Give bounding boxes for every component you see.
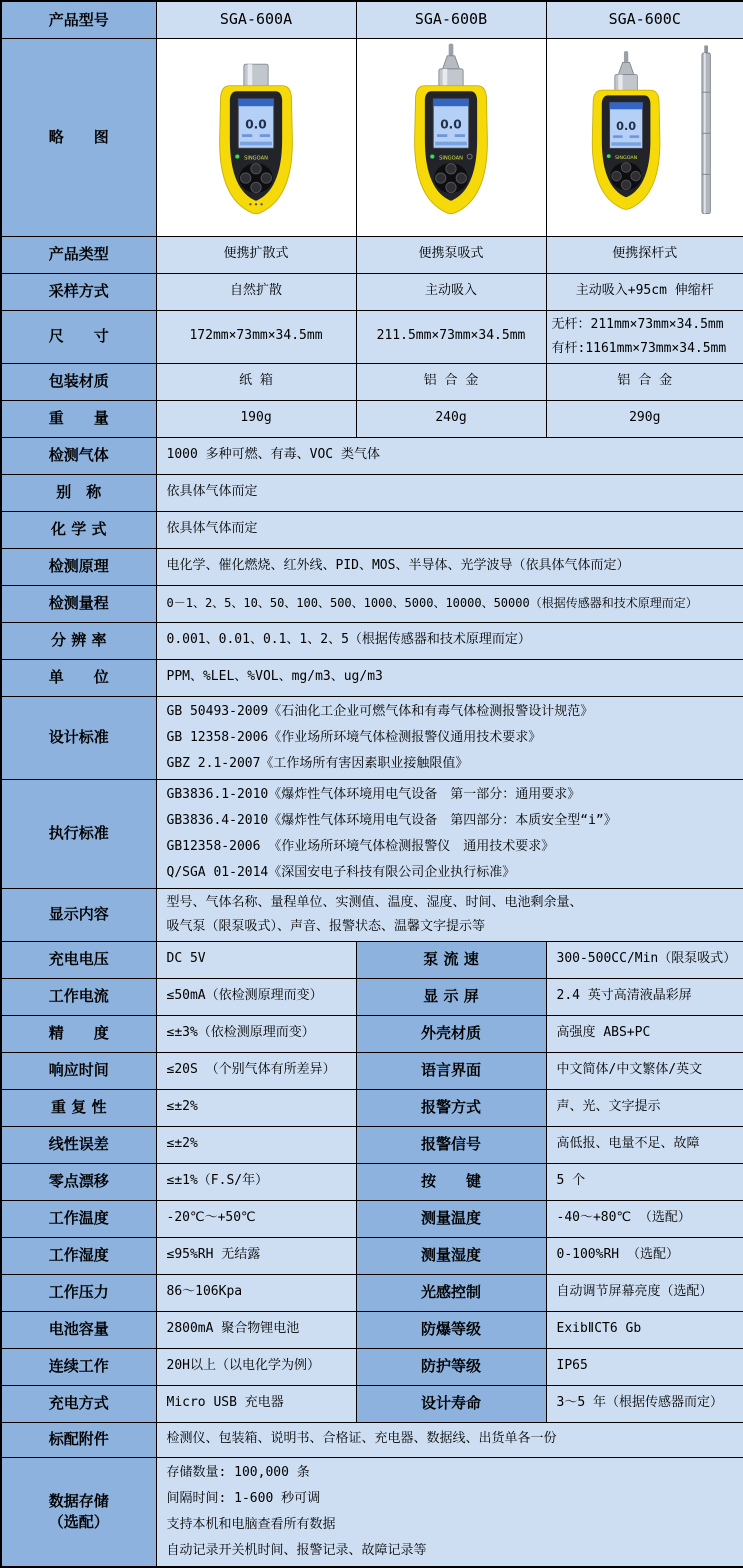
spec-value: 便携泵吸式 — [356, 236, 546, 273]
spec-label: 设计寿命 — [356, 1385, 546, 1422]
spec-value: 2800mA 聚合物锂电池 — [156, 1311, 356, 1348]
standard-line: GB12358-2006 《作业场所环境气体检测报警仪 通用技术要求》 — [166, 838, 555, 854]
spec-value: 依具体气体而定 — [156, 474, 743, 511]
spec-value: ≤50mA（依检测原理而变） — [156, 978, 356, 1015]
spec-value: Micro USB 充电器 — [156, 1385, 356, 1422]
row-chemical-formula — [1, 511, 743, 548]
dimension-with-rod: 有杆:1161mm×73mm×34.5mm — [551, 340, 727, 356]
row-battery-capacity-explosion-proof — [1, 1311, 743, 1348]
spec-value: 86～106Kpa — [156, 1274, 356, 1311]
spec-value: 纸 箱 — [156, 363, 356, 400]
spec-label: 化 学 式 — [1, 511, 156, 548]
spec-value — [156, 888, 743, 941]
spec-value: 5 个 — [546, 1163, 743, 1200]
spec-value: 190g — [156, 400, 356, 437]
storage-spec-line: 间隔时间: 1-600 秒可调 — [166, 1490, 321, 1506]
spec-value: ≤±2% — [156, 1089, 356, 1126]
spec-value: ≤±3%（依检测原理而变） — [156, 1015, 356, 1052]
product-image-cell-c — [546, 38, 743, 236]
spec-value: 电化学、催化燃烧、红外线、PID、MOS、半导体、光学波导（依具体气体而定） — [156, 548, 743, 585]
spec-label: 单 位 — [1, 659, 156, 696]
row-working-current-display — [1, 978, 743, 1015]
spec-value: 高强度 ABS+PC — [546, 1015, 743, 1052]
spec-value — [156, 696, 743, 779]
row-detection-principle — [1, 548, 743, 585]
row-working-humidity-measuring-humidity — [1, 1237, 743, 1274]
spec-value: 0-100%RH （选配） — [546, 1237, 743, 1274]
spec-label: 充电方式 — [1, 1385, 156, 1422]
standard-line: GB3836.4-2010《爆炸性气体环境用电气设备 第四部分：本质安全型“i”》 — [166, 812, 617, 828]
row-working-temp-measuring-temp — [1, 1200, 743, 1237]
row-design-standard — [1, 696, 743, 779]
row-sampling-method — [1, 273, 743, 310]
spec-value — [156, 1457, 743, 1567]
row-linearity-alarm-signal — [1, 1126, 743, 1163]
spec-value: ≤95%RH 无结露 — [156, 1237, 356, 1274]
row-charging-method-design-life — [1, 1385, 743, 1422]
spec-label: 零点漂移 — [1, 1163, 156, 1200]
spec-label: 测量温度 — [356, 1200, 546, 1237]
spec-value: ExibⅡCT6 Gb — [546, 1311, 743, 1348]
spec-label: 执行标准 — [1, 779, 156, 888]
row-accuracy-housing — [1, 1015, 743, 1052]
standard-line: Q/SGA 01-2014《深国安电子科技有限公司企业执行标准》 — [166, 864, 516, 880]
spec-value: ≤20S （个别气体有所差异） — [156, 1052, 356, 1089]
spec-label: 工作湿度 — [1, 1237, 156, 1274]
spec-value: 3～5 年（根据传感器而定） — [546, 1385, 743, 1422]
spec-label: 工作压力 — [1, 1274, 156, 1311]
storage-spec-line: 支持本机和电脑查看所有数据 — [166, 1516, 336, 1532]
spec-label: 检测量程 — [1, 585, 156, 622]
spec-value: 0－1、2、5、10、50、100、500、1000、5000、10000、50000（根据传感器和技术原理而定） — [156, 585, 743, 622]
spec-label: 光感控制 — [356, 1274, 546, 1311]
spec-value — [156, 779, 743, 888]
sketch-label: 略 图 — [1, 38, 156, 236]
storage-spec-line: 存储数量: 100,000 条 — [166, 1464, 310, 1480]
display-content-line: 型号、气体名称、量程单位、实测值、温度、湿度、时间、电池剩余量、 — [166, 894, 583, 910]
spec-label: 按 键 — [356, 1163, 546, 1200]
spec-value: 2.4 英寸高清液晶彩屏 — [546, 978, 743, 1015]
storage-spec-line: 自动记录开关机时间、报警记录、故障记录等 — [166, 1542, 427, 1558]
row-sketch — [1, 38, 743, 236]
spec-label: 响应时间 — [1, 1052, 156, 1089]
row-dimensions — [1, 310, 743, 363]
spec-label: 报警方式 — [356, 1089, 546, 1126]
device-image-sga-600b — [381, 43, 521, 231]
row-model-header — [1, 1, 743, 38]
standard-line: GB 12358-2006《作业场所环境气体检测报警仪通用技术要求》 — [166, 729, 542, 745]
spec-value: 高低报、电量不足、故障 — [546, 1126, 743, 1163]
spec-value: 主动吸入 — [356, 273, 546, 310]
spec-label: 标配附件 — [1, 1422, 156, 1457]
device-screen-reading: 0.0 — [440, 117, 462, 132]
spec-value: 铝 合 金 — [546, 363, 743, 400]
spec-label: 防护等级 — [356, 1348, 546, 1385]
row-detected-gas — [1, 437, 743, 474]
spec-value: 1000 多种可燃、有毒、VOC 类气体 — [156, 437, 743, 474]
spec-label: 重 复 性 — [1, 1089, 156, 1126]
spec-value: 声、光、文字提示 — [546, 1089, 743, 1126]
spec-value: 主动吸入+95cm 伸缩杆 — [546, 273, 743, 310]
row-detection-range — [1, 585, 743, 622]
product-image-cell-b — [356, 38, 546, 236]
spec-label: 工作电流 — [1, 978, 156, 1015]
spec-label: 充电电压 — [1, 941, 156, 978]
row-zero-drift-buttons — [1, 1163, 743, 1200]
spec-label: 检测气体 — [1, 437, 156, 474]
spec-value — [546, 310, 743, 363]
row-unit — [1, 659, 743, 696]
row-response-time-language — [1, 1052, 743, 1089]
spec-value: 自然扩散 — [156, 273, 356, 310]
spec-label — [1, 1457, 156, 1567]
row-working-pressure-light-control — [1, 1274, 743, 1311]
spec-value: 依具体气体而定 — [156, 511, 743, 548]
spec-value: 铝 合 金 — [356, 363, 546, 400]
spec-value: 300-500CC/Min（限泵吸式） — [546, 941, 743, 978]
product-image-cell-a — [156, 38, 356, 236]
row-resolution — [1, 622, 743, 659]
spec-value: 便携扩散式 — [156, 236, 356, 273]
spec-label: 电池容量 — [1, 1311, 156, 1348]
model-name-sga-600c: SGA-600C — [546, 1, 743, 38]
row-charging-voltage-pump-flow — [1, 941, 743, 978]
standard-line: GB 50493-2009《石油化工企业可燃气体和有毒气体检测报警设计规范》 — [166, 703, 594, 719]
spec-value: ≤±2% — [156, 1126, 356, 1163]
spec-label: 防爆等级 — [356, 1311, 546, 1348]
spec-value: 172mm×73mm×34.5mm — [156, 310, 356, 363]
spec-value: 240g — [356, 400, 546, 437]
device-screen-reading: 0.0 — [615, 120, 636, 134]
spec-label: 显示内容 — [1, 888, 156, 941]
spec-label: 显 示 屏 — [356, 978, 546, 1015]
spec-label: 报警信号 — [356, 1126, 546, 1163]
spec-value: -40～+80℃ （选配） — [546, 1200, 743, 1237]
spec-value: 中文简体/中文繁体/英文 — [546, 1052, 743, 1089]
spec-label: 尺 寸 — [1, 310, 156, 363]
spec-label: 包装材质 — [1, 363, 156, 400]
spec-label: 产品类型 — [1, 236, 156, 273]
spec-value: 20H以上（以电化学为例） — [156, 1348, 356, 1385]
device-image-sga-600c — [561, 43, 729, 231]
spec-value: -20℃～+50℃ — [156, 1200, 356, 1237]
device-brand: SINGOAN — [244, 155, 268, 162]
device-screen-reading: 0.0 — [245, 117, 267, 132]
standard-line: GBZ 2.1-2007《工作场所有害因素职业接触限值》 — [166, 755, 469, 771]
row-repeatability-alarm-type — [1, 1089, 743, 1126]
spec-label: 测量湿度 — [356, 1237, 546, 1274]
data-storage-label-line: 数据存储 — [48, 1492, 109, 1511]
device-brand: SINGOAN — [614, 155, 637, 161]
device-image-sga-600a — [186, 43, 326, 231]
spec-label: 采样方式 — [1, 273, 156, 310]
spec-value: ≤±1%（F.S/年） — [156, 1163, 356, 1200]
spec-label: 分 辨 率 — [1, 622, 156, 659]
standard-line: GB3836.1-2010《爆炸性气体环境用电气设备 第一部分：通用要求》 — [166, 786, 581, 802]
telescopic-probe-rod — [702, 46, 710, 214]
spec-value: 211.5mm×73mm×34.5mm — [356, 310, 546, 363]
row-alias — [1, 474, 743, 511]
spec-label: 别 称 — [1, 474, 156, 511]
data-storage-label-line: （选配） — [48, 1512, 109, 1531]
spec-label: 重 量 — [1, 400, 156, 437]
row-execution-standard — [1, 779, 743, 888]
model-name-sga-600b: SGA-600B — [356, 1, 546, 38]
spec-label: 泵 流 速 — [356, 941, 546, 978]
spec-label: 外壳材质 — [356, 1015, 546, 1052]
row-continuous-work-protection — [1, 1348, 743, 1385]
spec-value: 0.001、0.01、0.1、1、2、5（根据传感器和技术原理而定） — [156, 622, 743, 659]
row-packaging-material — [1, 363, 743, 400]
model-name-sga-600a: SGA-600A — [156, 1, 356, 38]
spec-label: 工作温度 — [1, 1200, 156, 1237]
spec-value: IP65 — [546, 1348, 743, 1385]
spec-label: 连续工作 — [1, 1348, 156, 1385]
spec-value: DC 5V — [156, 941, 356, 978]
row-display-content — [1, 888, 743, 941]
spec-label: 检测原理 — [1, 548, 156, 585]
row-product-type — [1, 236, 743, 273]
dimension-without-rod: 无杆：211mm×73mm×34.5mm — [551, 316, 724, 332]
spec-value: 自动调节屏幕亮度（选配） — [546, 1274, 743, 1311]
spec-label: 线性误差 — [1, 1126, 156, 1163]
spec-label: 精 度 — [1, 1015, 156, 1052]
spec-value: 290g — [546, 400, 743, 437]
display-content-line: 吸气泵（限泵吸式）、声音、报警状态、温馨文字提示等 — [166, 918, 486, 934]
spec-value: 便携探杆式 — [546, 236, 743, 273]
device-brand: SINGOAN — [439, 155, 463, 162]
row-accessories — [1, 1422, 743, 1457]
spec-label: 设计标准 — [1, 696, 156, 779]
row-weight — [1, 400, 743, 437]
row-data-storage — [1, 1457, 743, 1567]
spec-value: 检测仪、包装箱、说明书、合格证、充电器、数据线、出货单各一份 — [156, 1422, 743, 1457]
spec-value: PPM、%LEL、%VOL、mg/m3、ug/m3 — [156, 659, 743, 696]
spec-label: 语言界面 — [356, 1052, 546, 1089]
model-header-label: 产品型号 — [1, 1, 156, 38]
